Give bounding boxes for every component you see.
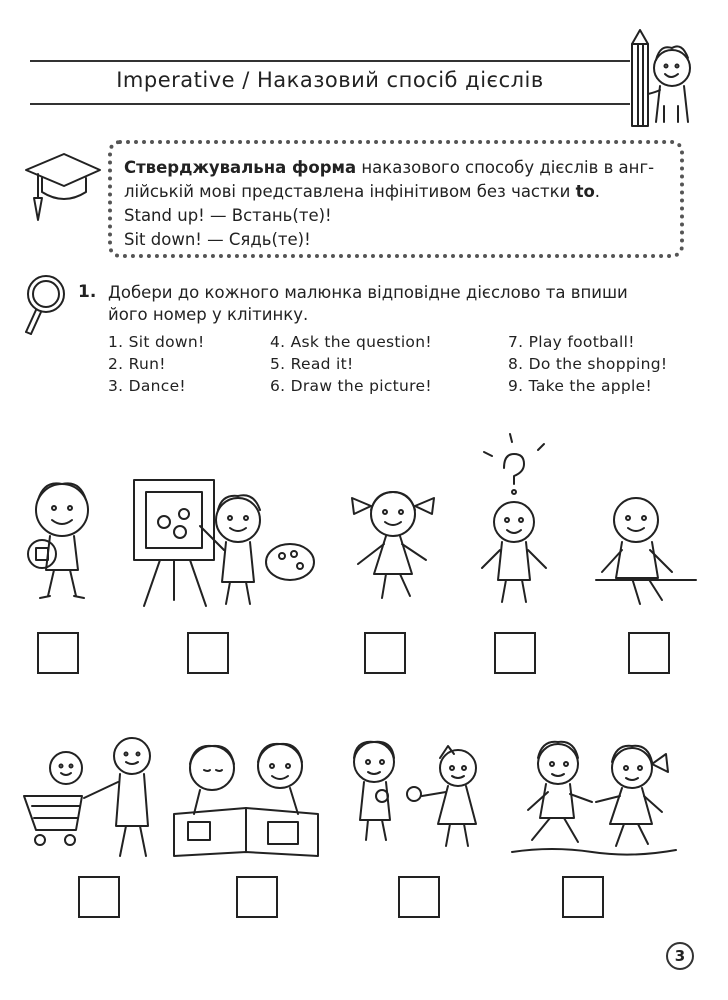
page-number: 3 [666, 942, 694, 970]
list-item: 1. Sit down! [108, 333, 205, 351]
kids-with-apple-picture [342, 734, 492, 864]
answer-box-1[interactable] [37, 632, 79, 674]
boy-painting-picture [130, 470, 316, 610]
answer-box-8[interactable] [398, 876, 440, 918]
task-number: 1. [78, 282, 97, 302]
rule-box [108, 140, 684, 258]
verb-list-column-1 [108, 331, 205, 397]
list-item: 4. Ask the question! [270, 333, 432, 351]
rule-example-2: Sit down! — Сядь(те)! [124, 230, 311, 249]
kids-reading-picture [170, 730, 330, 862]
rule-line-2-text: лійській мові представлена інфінітивом без частки [124, 182, 576, 201]
list-item: 9. Take the apple! [508, 377, 652, 395]
shopping-with-dad-picture [22, 726, 162, 862]
answer-box-9[interactable] [562, 876, 604, 918]
rule-line-1-rest: наказового способу дієслів в анг- [356, 158, 655, 177]
task-instruction-line-2: його номер у клітинку. [108, 305, 309, 324]
answer-box-3[interactable] [364, 632, 406, 674]
pencil-boy-icon [620, 30, 700, 130]
list-item: 6. Draw the picture! [270, 377, 432, 395]
rule-line-1 [124, 156, 668, 180]
rule-particle: to [575, 182, 595, 201]
verb-list-column-3 [508, 331, 667, 397]
verb-list-column-2 [270, 331, 432, 397]
boy-with-question-picture [470, 430, 556, 606]
header-top-line [30, 60, 630, 62]
list-item: 5. Read it! [270, 355, 354, 373]
answer-box-7[interactable] [236, 876, 278, 918]
answer-box-4[interactable] [494, 632, 536, 674]
list-item: 8. Do the shopping! [508, 355, 668, 373]
boy-sitting-picture [592, 492, 698, 610]
answer-box-6[interactable] [78, 876, 120, 918]
page-title: Imperative / Наказовий спосіб дієслів [116, 68, 544, 92]
rule-line-2 [124, 180, 668, 204]
header-bottom-line [30, 103, 630, 105]
boy-with-ball-picture [22, 478, 102, 608]
kids-running-picture [512, 734, 682, 864]
answer-box-2[interactable] [187, 632, 229, 674]
rule-bold-term: Стверджувальна форма [124, 158, 357, 177]
list-item: 7. Play football! [508, 333, 635, 351]
rule-line-2-end: . [594, 182, 601, 201]
task-instruction-line-1: Добери до кожного малюнка відповідне дієслово та впиши [108, 283, 628, 302]
girl-dancing-picture [338, 484, 448, 604]
rule-example-1: Stand up! — Встань(те)! [124, 206, 332, 225]
list-item: 3. Dance! [108, 377, 186, 395]
task-instruction [108, 282, 698, 326]
list-item: 2. Run! [108, 355, 166, 373]
magnifier-icon [22, 272, 72, 338]
graduation-cap-icon [22, 140, 102, 230]
answer-box-5[interactable] [628, 632, 670, 674]
